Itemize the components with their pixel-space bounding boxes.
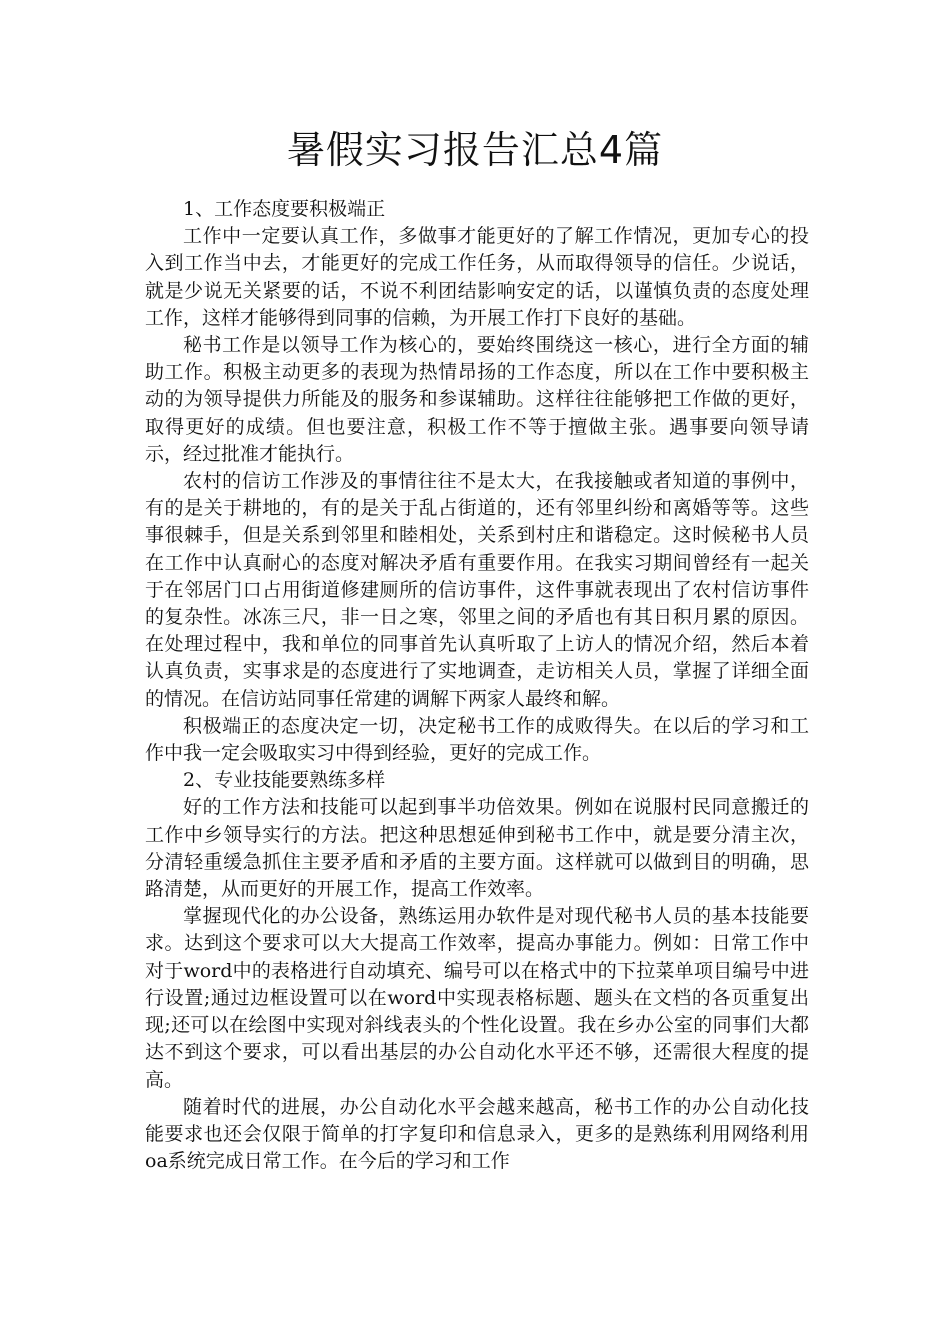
- paragraph: 掌握现代化的办公设备，熟练运用办软件是对现代秘书人员的基本技能要求。达到这个要求可以大大提高工作效率，提高办事能力。例如：日常工作中对于word中的表格进行自动填充、编号可以在格式中的下拉菜单项目编号中进行设置;通过边框设置可以在word中实现表格标题、题头在文档的各页重复出现;还可以在绘图中实现对斜线表头的个性化设置。我在乡办公室的同事们大都达不到这个要求，可以看出基层的办公自动化水平还不够，还需很大程度的提高。: [145, 905, 809, 1091]
- paragraph: 农村的信访工作涉及的事情往往不是太大，在我接触或者知道的事例中，有的是关于耕地的，有的是关于乱占街道的，还有邻里纠纷和离婚等等。这些事很棘手，但是关系到邻里和睦相处，关系到村庄和谐稳定。这时候秘书人员在工作中认真耐心的态度对解决矛盾有重要作用。在我实习期间曾经有一起关于在邻居门口占用街道修建厕所的信访事件，这件事就表现出了农村信访事件的复杂性。冰冻三尺，非一日之寒，邻里之间的矛盾也有其日积月累的原因。在处理过程中，我和单位的同事首先认真听取了上访人的情况介绍，然后本着认真负责，实事求是的态度进行了实地调查，走访相关人员，掌握了详细全面的情况。在信访站同事任常建的调解下两家人最终和解。: [145, 470, 809, 710]
- paragraph: 积极端正的态度决定一切，决定秘书工作的成败得失。在以后的学习和工作中我一定会吸取实习中得到经验，更好的完成工作。: [145, 714, 809, 765]
- paragraph: 随着时代的进展，办公自动化水平会越来越高，秘书工作的办公自动化技能要求也还会仅限于简单的打字复印和信息录入，更多的是熟练利用网络利用oa系统完成日常工作。在今后的学习和工作: [145, 1095, 809, 1173]
- paragraph: 好的工作方法和技能可以起到事半功倍效果。例如在说服村民同意搬迁的工作中乡领导实行的方法。把这种思想延伸到秘书工作中，就是要分清主次，分清轻重缓急抓住主要矛盾和矛盾的主要方面。这样就可以做到目的明确，思路清楚，从而更好的开展工作，提高工作效率。: [145, 796, 809, 901]
- paragraph: 工作中一定要认真工作，多做事才能更好的了解工作情况，更加专心的投入到工作当中去，才能更好的完成工作任务，从而取得领导的信任。少说话，就是少说无关紧要的话，不说不利团结影响安定的话，以谨慎负责的态度处理工作，这样才能够得到同事的信赖，为开展工作打下良好的基础。: [145, 225, 809, 329]
- section-heading: 2、专业技能要熟练多样: [183, 769, 386, 792]
- document-title: 暑假实习报告汇总4篇: [286, 128, 664, 172]
- document-body: [145, 196, 809, 1175]
- section-heading: 1、工作态度要积极端正: [183, 198, 386, 220]
- paragraph: 秘书工作是以领导工作为核心的，要始终围绕这一核心，进行全方面的辅助工作。积极主动更多的表现为热情昂扬的工作态度，所以在工作中要积极主动的为领导提供力所能及的服务和参谋辅助。这样往往能够把工作做的更好，取得更好的成绩。但也要注意，积极工作不等于擅做主张。遇事要向领导请示，经过批准才能执行。: [145, 334, 809, 465]
